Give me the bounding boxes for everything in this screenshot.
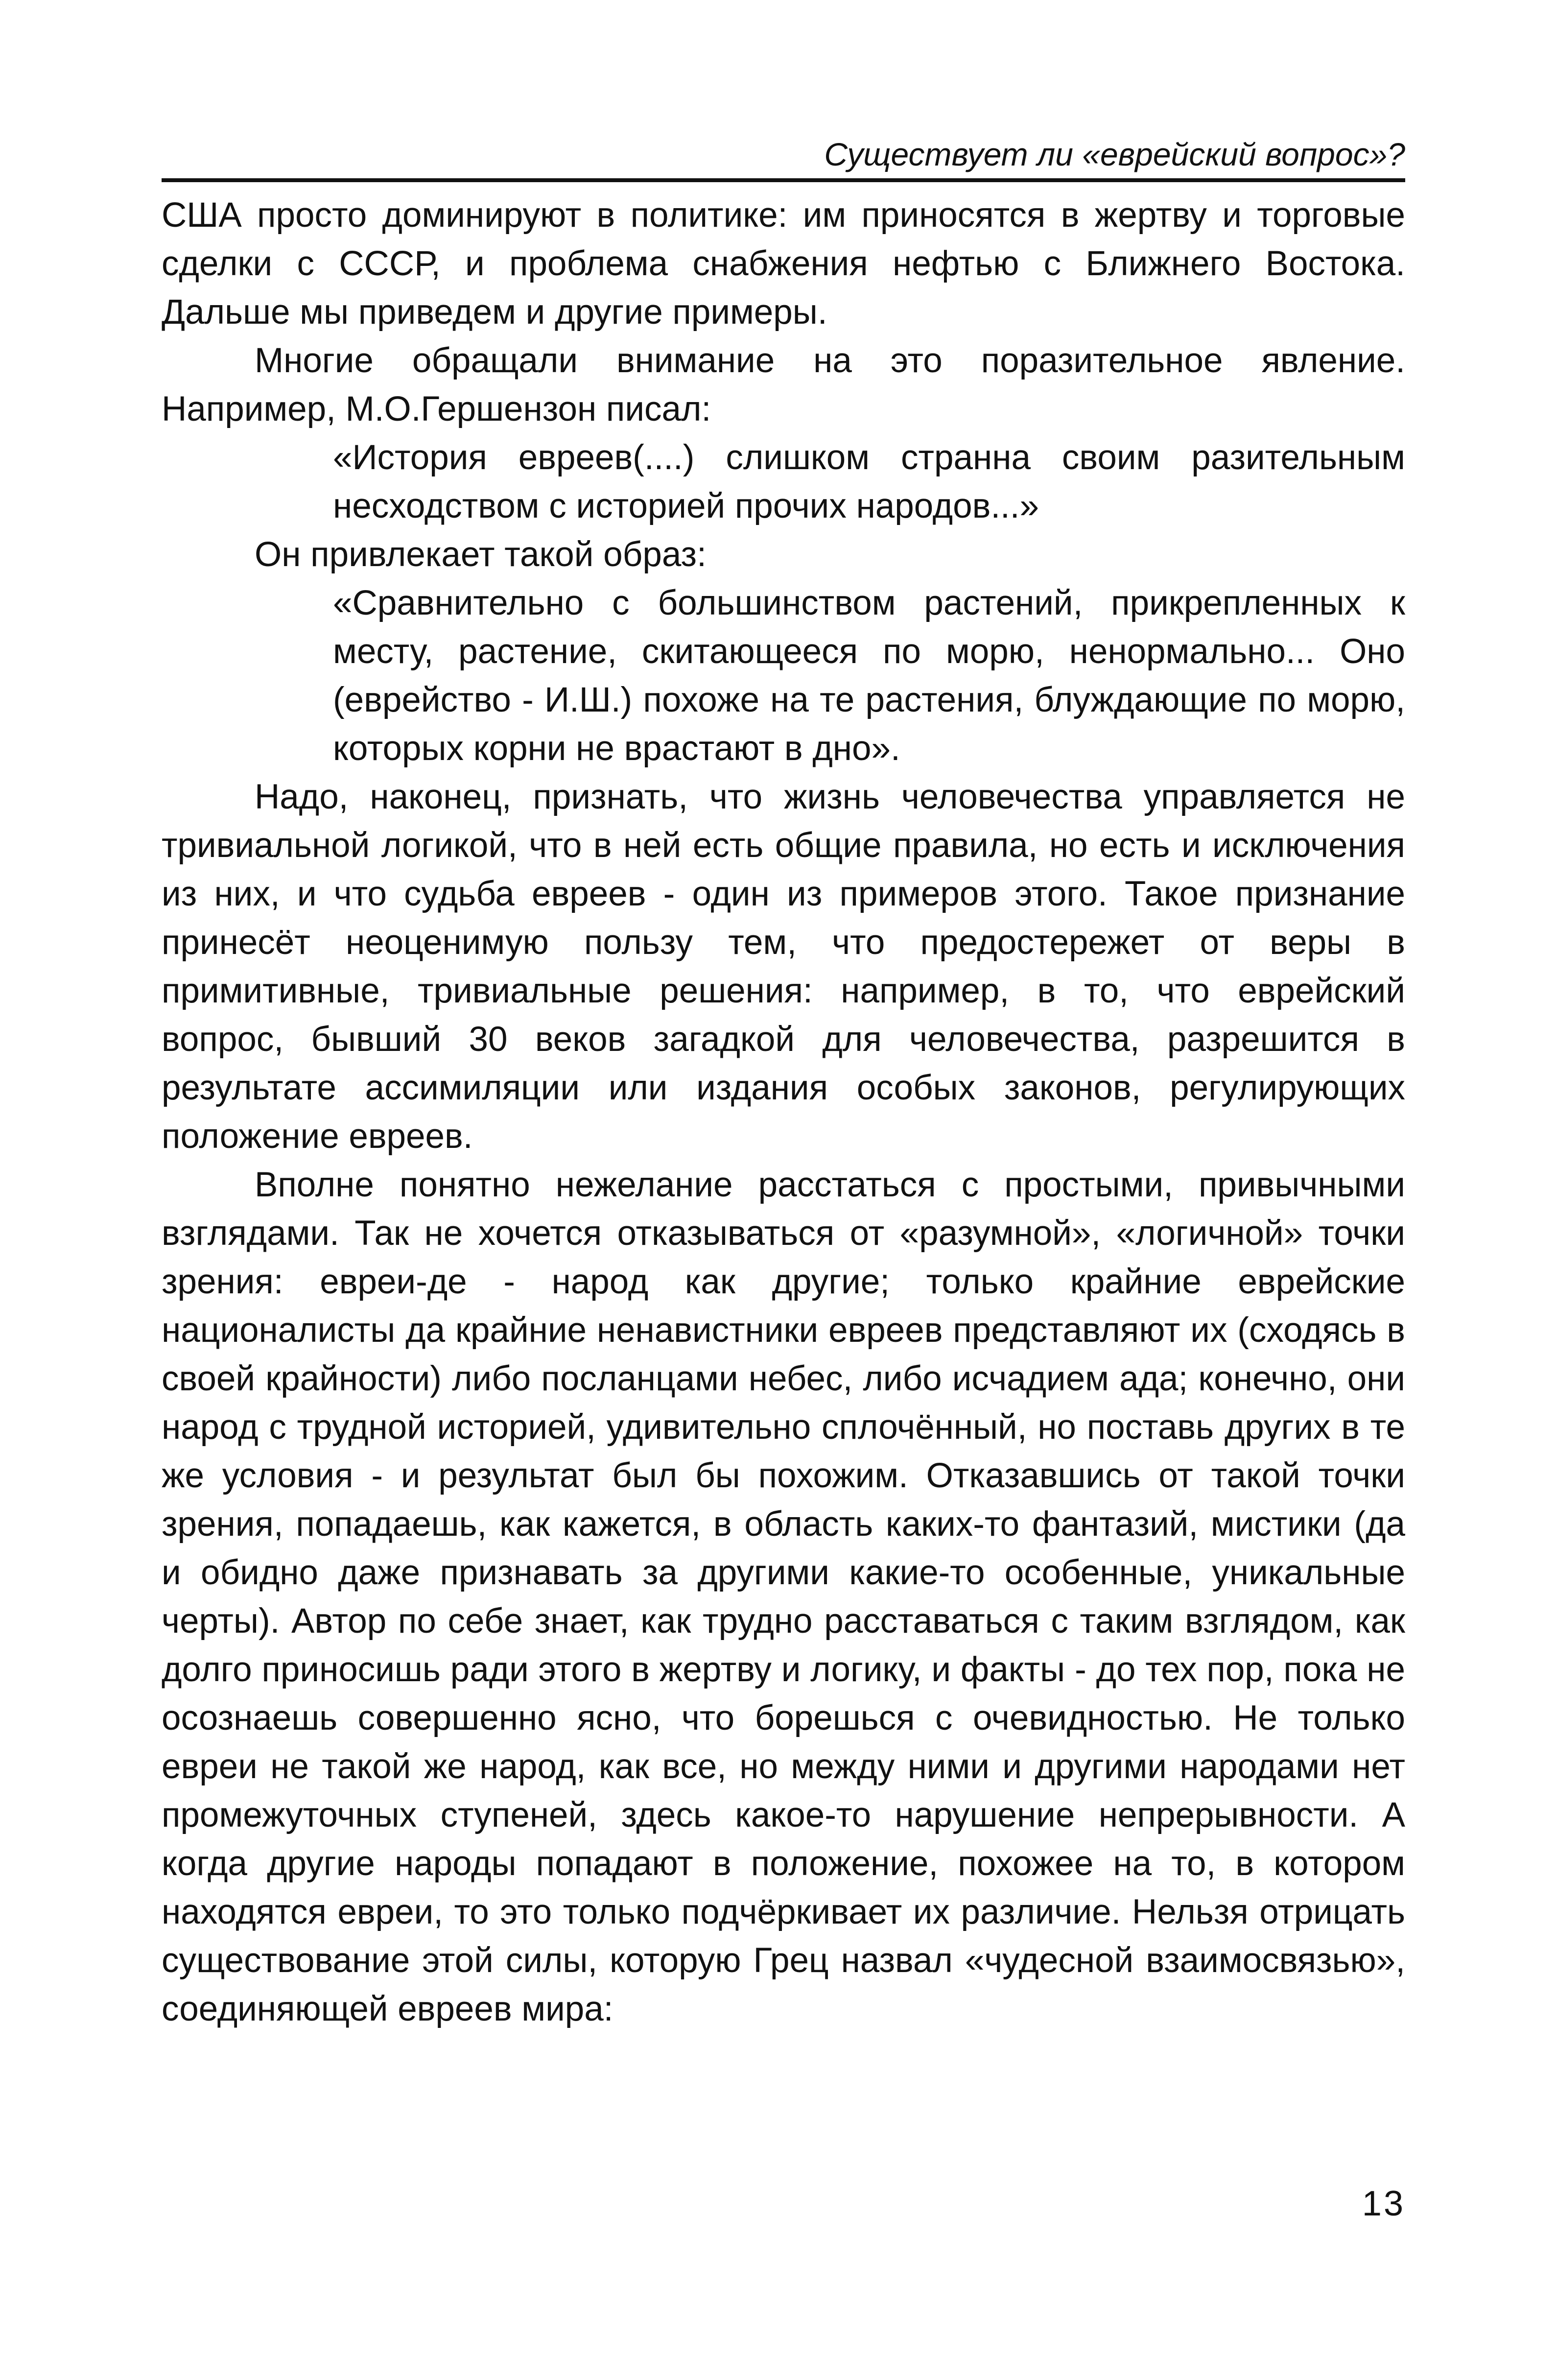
paragraph-gershenzon-intro: Многие обращали внимание на это поразительное явление. Например, М.О.Гершензон писал: [162,341,1405,428]
body-text [162,191,1405,2033]
paragraph-image-intro: Он привлекает такой образ: [255,535,707,574]
paragraph-recognition: Надо, наконец, признать, что жизнь человечества управляется не тривиальной логикой, что в ней есть общие правила, но есть и исключения из них, и что судьба евреев - один из примеров этого. Такое признание принесёт неоценимую пользу тем, что предостережет от веры в примитивные, тривиальные решения: например, в то, что еврейский вопрос, бывший 30 веков загадкой для человечества, разрешится в результате ассимиляции или издания особых законов, регулирующих положение евреев. [162,778,1405,1156]
quote-plant-metaphor: «Сравнительно с большинством растений, прикрепленных к месту, растение, скитающееся по морю, ненормально... Оно (еврейство - И.Ш.) похоже на те растения, блуждающие по морю, которых корни не врастают в дно». [333,584,1405,768]
book-page [162,132,1405,2033]
paragraph-reluctance: Вполне понятно нежелание расстаться с простыми, привычными взглядами. Так не хочется отказываться от «разумной», «логичной» точки зрения: евреи-де - народ как другие; только крайние еврейские националисты да крайние ненавистники евреев представляют их (сходясь в своей крайности) либо посланцами небес, либо исчадием ада; конечно, они народ с трудной историей, удивительно сплочённый, но поставь других в те же условия - и результат был бы похожим. Отказавшись от такой точки зрения, попадаешь, как кажется, в область каких-то фантазий, мистики (да и обидно даже признавать за другими какие-то особенные, уникальные черты). Автор по себе знает, как трудно расставаться с таким взглядом, как долго приносишь ради этого в жертву и логику, и факты - до тех пор, пока не осознаешь совершенно ясно, что борешься с очевидностью. Не только евреи не такой же народ, как все, но между ними и другими народами нет промежуточных ступеней, здесь какое-то нарушение непрерывности. А когда другие народы попадают в положение, похожее на то, в котором находятся евреи, то это только подчёркивает их различие. Нельзя отрицать существование этой силы, которую Грец назвал «чудесной взаимосвязью», соединяющей евреев мира: [162,1166,1405,2028]
paragraph-continued: США просто доминируют в политике: им приносятся в жертву и торговые сделки с СССР, и проблема снабжения нефтью с Ближнего Востока. Дальше мы приведем и другие примеры. [162,196,1405,332]
running-header: Существует ли «еврейский вопрос»? [162,132,1405,182]
page-number: 13 [1362,2184,1405,2223]
quote-history-of-jews: «История евреев(....) слишком странна своим разительным несходством с историей прочих народов...» [333,438,1405,525]
